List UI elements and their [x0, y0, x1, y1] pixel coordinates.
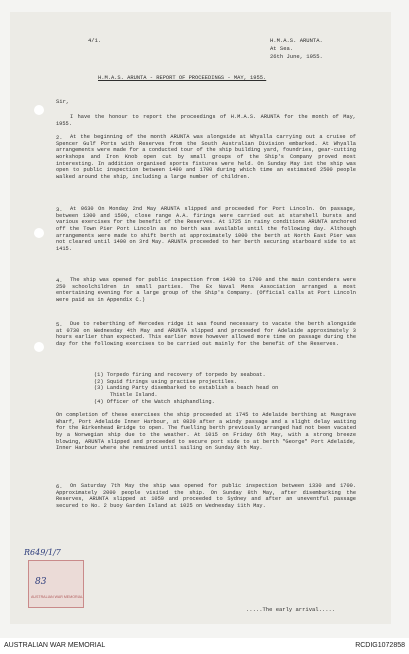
document-title: H.M.A.S. ARUNTA - REPORT OF PROCEEDINGS - MAY, 1955. — [98, 75, 267, 81]
salutation: Sir, — [56, 98, 70, 105]
exercise-list — [94, 372, 278, 406]
paragraph-2: At the beginning of the month ARUNTA was alongside at Whyalla carrying out a cruise of Spencer Gulf Ports with Reserves from the South Australian Division embarked. At Whyalla arrangements were made for a conducted tour of the ship building yard, foundries, gear-cutting workshops and Iron Knob open cut by small groups of the Ship's Company proved most interesting. In addition organised sports fixtures were held. On Sunday May 1st the ship was open to public inspection between 1400 and 1700 during which time an estimated 2500 people walked around the ship, including a large number of children. — [56, 134, 356, 180]
paragraph-5-number: 5. — [56, 321, 63, 328]
paragraph-5: Due to reberthing of Mercedes ridge it was found necessary to vacate the berth alongside at 0730 on Wednesday 4th May and ARUNTA slipped and proceeded for Adelaide approximately 3 hours earlier than expected. This earlier move however allowed more time on passage during the day for the following exercises to be carried out mainly for the benefit of the Reserves. — [56, 321, 356, 347]
punch-hole — [34, 228, 44, 238]
footer-institution: AUSTRALIAN WAR MEMORIAL — [4, 642, 106, 649]
punch-hole — [34, 342, 44, 352]
list-item: Thistle Island. — [94, 392, 158, 399]
paragraph-2-number: 2. — [56, 134, 63, 141]
paragraph-1: I have the honour to report the proceedings of H.M.A.S. ARUNTA for the month of May, 1955. — [56, 114, 356, 127]
paragraph-4-number: 4. — [56, 277, 63, 284]
paragraph-3: At 0630 On Monday 2nd May ARUNTA slipped and proceeded for Port Lincoln. On passage, between 1300 and 1500, close range A.A. firings were carried out at starshell bursts and various exercises for the benefit of the Reserves. At 1725 in rainy conditions ARUNTA anchored off the Town Pier Port Lincoln as no berth was available until the following day. Although arrangements were made to shift berth at approximately 1000 the berth at North East Pier was not cleared until 1400 on 3rd May. ARUNTA proceeded to her berth securing starboard side to at 1415. — [56, 206, 356, 252]
location: At Sea. — [270, 45, 294, 52]
list-item: (3) Landing Party disembarked to establish a beach head on — [94, 385, 279, 392]
paragraph-3-number: 3. — [56, 206, 63, 213]
paragraph-6-number: 6. — [56, 483, 63, 490]
list-item: (2) Squid firings using practise projectiles. — [94, 378, 238, 385]
stamp-number: 83 — [35, 577, 47, 587]
paragraph-5-continued: On completion of these exercises the ship proceeded at 1745 to Adelaide berthing at Musgrave Wharf, Port Adelaide Inner Harbour, at 0820 after a windy passage and a slight delay waiting for the Birkenhead Bridge to open. The fuelling berth previously arranged had not been vacated by a Norwegian ship due to the weather. At 1015 on Friday 6th May, with a strong breeze blowing, ARUNTA slipped and proceeded to secure port side to at berth "George" Port Adelaide, Inner Harbour where she remained until sailing on Sunday 8th May. — [56, 412, 356, 452]
date: 26th June, 1955. — [270, 53, 323, 60]
list-item: (1) Torpedo firing and recovery of torpedo by seaboat. — [94, 372, 266, 378]
paragraph-4: The ship was opened for public inspection from 1430 to 1700 and the main contenders were 250 schoolchildren in small parties. The Ex Naval Mens Association arranged a most entertaining evening for a large group of the Ship's Company. (Official calls at Port Lincoln were paid as in Appendix C.) — [56, 277, 356, 303]
stamp-text: AUSTRALIAN WAR MEMORIAL — [31, 595, 83, 599]
paragraph-6: On Saturday 7th May the ship was opened for public inspection between 1330 and 1700. Approximately 2000 people visited the ship. On Sunday 8th May, after disembarking the Reserves, ARUNTA slipped at 1050 and proceeded to Sydney and after an uneventful passage secured to No. 2 buoy Garden Island at 1025 on Wednesday 11th May. — [56, 483, 356, 509]
footer-record-id: RCDIG1072858 — [355, 642, 405, 649]
list-item: (4) Officer of the Watch shiphandling. — [94, 398, 215, 405]
footer-bar — [0, 638, 409, 654]
handwritten-reference: R649/1/7 — [24, 548, 61, 557]
continuation-note: .....The early arrival..... — [246, 606, 336, 613]
punch-hole — [34, 105, 44, 115]
ship-name-header: H.M.A.S. ARUNTA. — [270, 37, 323, 44]
reference-number: 4/1. — [88, 37, 102, 44]
archive-stamp — [28, 560, 84, 608]
